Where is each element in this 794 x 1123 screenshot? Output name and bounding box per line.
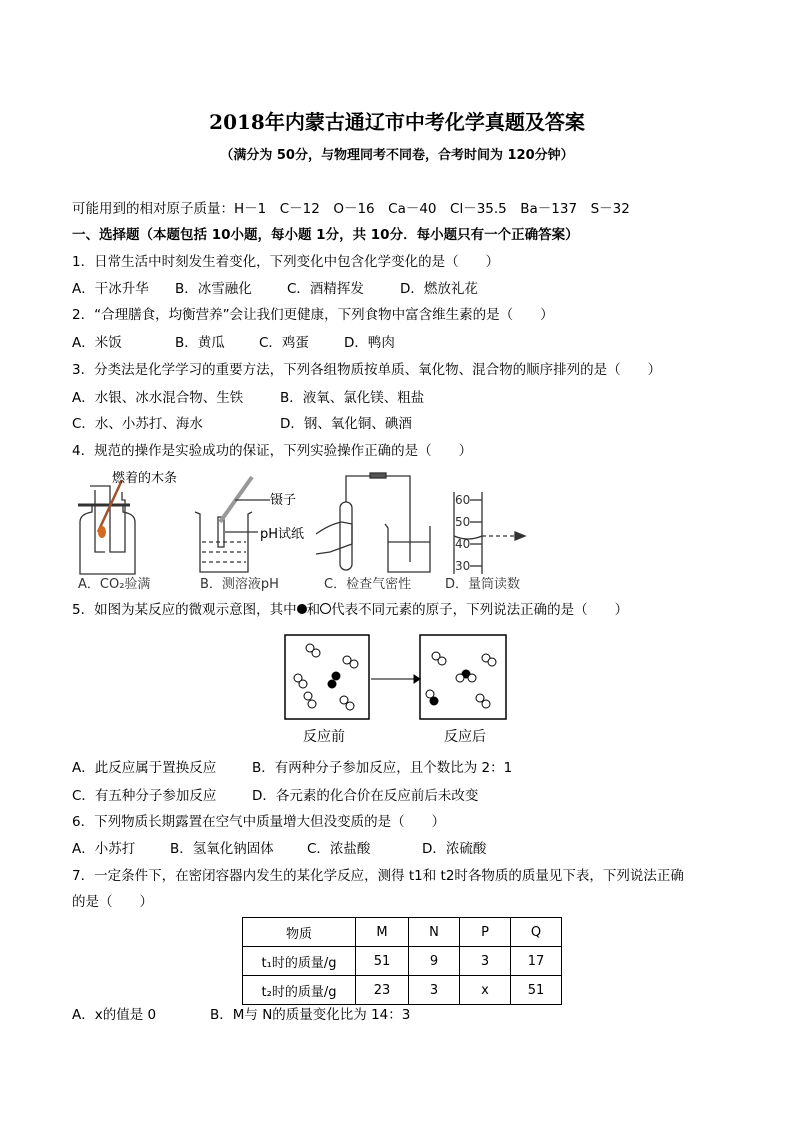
page-title: 2018年内蒙古通辽市中考化学真题及答案 — [209, 110, 585, 134]
q5-stem — [72, 601, 628, 619]
option: A．水银、冰水混合物、生铁 — [72, 390, 244, 406]
q1-stem: 1．日常生活中时刻发生着变化，下列变化中包含化学变化的是（ ） — [72, 254, 500, 270]
option: A．小苏打 — [72, 841, 136, 857]
q2-stem: 2．“合理膳食，均衡营养”会让我们更健康，下列食物中富含维生素的是（ ） — [72, 307, 554, 323]
option: C．有五种分子参加反应 — [72, 788, 217, 804]
q5-options-row2 — [72, 787, 478, 805]
cell: 17 — [511, 947, 562, 976]
cell: 9 — [409, 947, 460, 976]
mass-table — [242, 917, 562, 1005]
cell: 51 — [511, 976, 562, 1005]
cell: 51 — [356, 947, 409, 976]
tick-label: 30 — [455, 559, 471, 573]
option: D．各元素的化合价在反应前后未改变 — [252, 788, 479, 804]
fig-c-caption: C．检查气密性 — [324, 577, 412, 592]
option: C．酒精挥发 — [287, 281, 364, 297]
section-heading: 一、选择题（本题包括 10小题，每小题 1分，共 10分．每小题只有一个正确答案） — [72, 227, 579, 243]
option: A．米饭 — [72, 335, 122, 351]
header-cell: P — [460, 918, 511, 947]
option: D．浓硫酸 — [422, 841, 487, 857]
q3-stem: 3．分类法是化学学习的重要方法，下列各组物质按单质、氧化物、混合物的顺序排列的是（ ） — [72, 362, 662, 378]
burning-splint-label: 燃着的木条 — [112, 471, 178, 486]
option: B．有两种分子参加反应，且个数比为 2：1 — [252, 760, 513, 776]
option: D．鸭肉 — [344, 335, 395, 351]
header-cell: M — [356, 918, 409, 947]
table-header-row — [243, 918, 562, 947]
option: C．鸡蛋 — [259, 335, 309, 351]
option: A．此反应属于置换反应 — [72, 760, 217, 776]
beaker-ph-figure — [195, 477, 270, 572]
option: C．水、小苏打、海水 — [72, 416, 203, 432]
fig-b-caption: B．测溶液pH — [200, 577, 279, 592]
cell: x — [460, 976, 511, 1005]
co2-bottle-figure — [78, 480, 135, 574]
subtitle: （满分为 50分，与物理同考不同卷，合考时间为 120分钟） — [220, 148, 574, 163]
cell: 3 — [460, 947, 511, 976]
q1-options — [72, 280, 478, 298]
header-cell: N — [409, 918, 460, 947]
header-cell: Q — [511, 918, 562, 947]
option: D．钢、氧化铜、碘酒 — [280, 416, 412, 432]
tick-label: 40 — [455, 537, 471, 551]
fig-d-caption: D．量筒读数 — [445, 577, 521, 592]
cell: 23 — [356, 976, 409, 1005]
tick-label: 50 — [455, 515, 471, 529]
ph-paper-label: pH试纸 — [260, 527, 305, 542]
q4-figure — [70, 462, 570, 597]
option: B．液氧、氯化镁、粗盐 — [280, 390, 425, 406]
after-label: 反应后 — [444, 729, 486, 745]
q5-stem-post: 代表不同元素的原子，下列说法正确的是（ ） — [331, 602, 629, 618]
atomic-masses: 可能用到的相对原子质量：H－1 C－12 O－16 Ca－40 Cl－35.5 Ba－137 S－32 — [72, 201, 630, 217]
q4-stem: 4．规范的操作是实验成功的保证，下列实验操作正确的是（ ） — [72, 443, 473, 459]
option: B．冰雪融化 — [175, 281, 252, 297]
option: B．黄瓜 — [175, 335, 225, 351]
q6-stem: 6．下列物质长期露置在空气中质量增大但没变质的是（ ） — [72, 814, 446, 830]
q3-options-row1 — [72, 389, 424, 407]
q5-options-row1 — [72, 759, 512, 777]
reaction-diagram — [284, 634, 510, 722]
header-cell: 物质 — [243, 918, 356, 947]
tweezers-label: 镊子 — [270, 493, 297, 508]
q7-options — [72, 1006, 410, 1024]
cell: t₂时的质量/g — [243, 976, 356, 1005]
option: B．氢氧化钠固体 — [170, 841, 274, 857]
fig-a-caption: A．CO₂验满 — [78, 577, 151, 592]
option: D．燃放礼花 — [400, 281, 478, 297]
option: C．浓盐酸 — [307, 841, 371, 857]
cell: 3 — [409, 976, 460, 1005]
q6-options — [72, 840, 486, 858]
option: B．M与 N的质量变化比为 14：3 — [210, 1007, 411, 1023]
cell: t₁时的质量/g — [243, 947, 356, 976]
q5-stem-pre: 5．如图为某反应的微观示意图，其中 — [72, 602, 297, 618]
q7-stem-cont: 的是（ ） — [72, 894, 153, 910]
table-row — [243, 947, 562, 976]
q5-stem-mid: 和 — [306, 602, 321, 618]
option: A．x的值是 0 — [72, 1007, 157, 1023]
option: A．干冰升华 — [72, 281, 149, 297]
table-row — [243, 976, 562, 1005]
q2-options — [72, 334, 395, 352]
white-atom-icon — [320, 603, 331, 614]
airtightness-figure — [316, 473, 430, 572]
black-atom-icon — [297, 604, 307, 614]
before-label: 反应前 — [303, 729, 345, 745]
q3-options-row2 — [72, 415, 412, 433]
q7-stem: 7．一定条件下，在密闭容器内发生的某化学反应，测得 t1和 t2时各物质的质量见下表，下列说法正确 — [72, 868, 684, 884]
tick-label: 60 — [455, 493, 471, 507]
